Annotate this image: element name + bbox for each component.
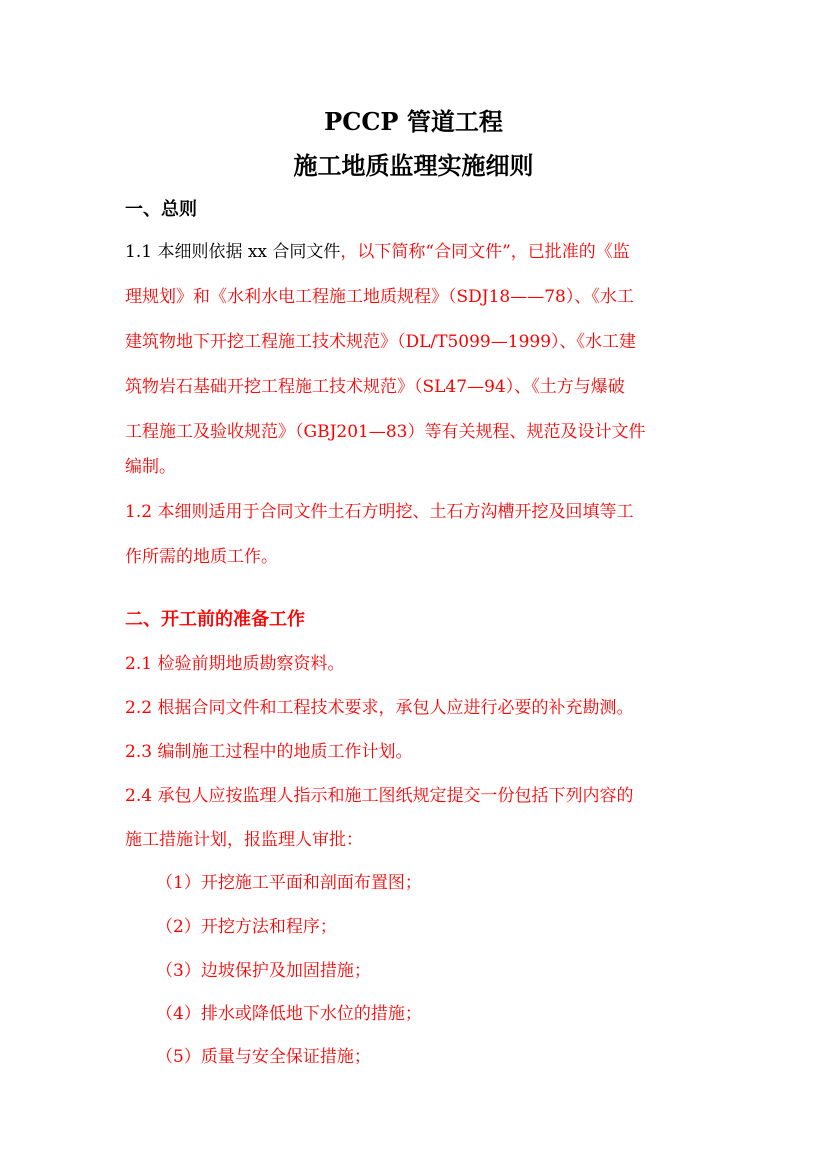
paragraph-1-1-line-4: 筑物岩石基础开挖工程施工技术规范》（SL47—94）、《土方与爆破	[125, 377, 625, 397]
paragraph-1-1-lead: 1.1 本细则依据 xx 合同文件	[125, 242, 341, 262]
paragraph-1-2-line-1: 1.2 本细则适用于合同文件土石方明挖、土石方沟槽开挖及回填等工	[125, 502, 634, 522]
list-item: （1）开挖施工平面和剖面布置图；	[156, 873, 422, 893]
paragraph-1-1-lead-red: ，以下简称“合同文件”，已批准的《监	[340, 242, 630, 262]
paragraph-1-1-line-6: 编制。	[125, 457, 176, 477]
paragraph-2-4-line-2: 施工措施计划，报监理人审批：	[125, 830, 363, 850]
paragraph-1-1-line-2: 理规划》和《水利水电工程施工地质规程》（SDJ18——78）、《水工	[125, 287, 634, 307]
list-item: （2）开挖方法和程序；	[156, 917, 337, 937]
paragraph-2-3: 2.3 编制施工过程中的地质工作计划。	[125, 742, 413, 762]
section-heading-general: 一、总则	[125, 199, 197, 220]
paragraph-1-1-line-3: 建筑物地下开挖工程施工技术规范》（DL/T5099—1999）、《水工建	[125, 332, 637, 352]
paragraph-2-2: 2.2 根据合同文件和工程技术要求，承包人应进行必要的补充勘测。	[125, 698, 634, 718]
paragraph-2-1: 2.1 检验前期地质勘察资料。	[125, 654, 345, 674]
paragraph-1-2-line-2: 作所需的地质工作。	[125, 547, 278, 567]
list-item: （4）排水或降低地下水位的措施；	[156, 1004, 422, 1024]
list-item: （5）质量与安全保证措施；	[156, 1047, 371, 1067]
list-item: （3）边坡保护及加固措施；	[156, 961, 371, 981]
paragraph-1-1-line-1	[125, 240, 705, 264]
paragraph-1-1-line-5: 工程施工及验收规范》（GBJ201—83）等有关规程、规范及设计文件	[125, 422, 646, 442]
document-title: PCCP 管道工程	[324, 107, 503, 136]
document-subtitle: 施工地质监理实施细则	[293, 151, 534, 180]
paragraph-2-4-line-1: 2.4 承包人应按监理人指示和施工图纸规定提交一份包括下列内容的	[125, 786, 634, 806]
section-heading-preparation: 二、开工前的准备工作	[125, 609, 305, 630]
